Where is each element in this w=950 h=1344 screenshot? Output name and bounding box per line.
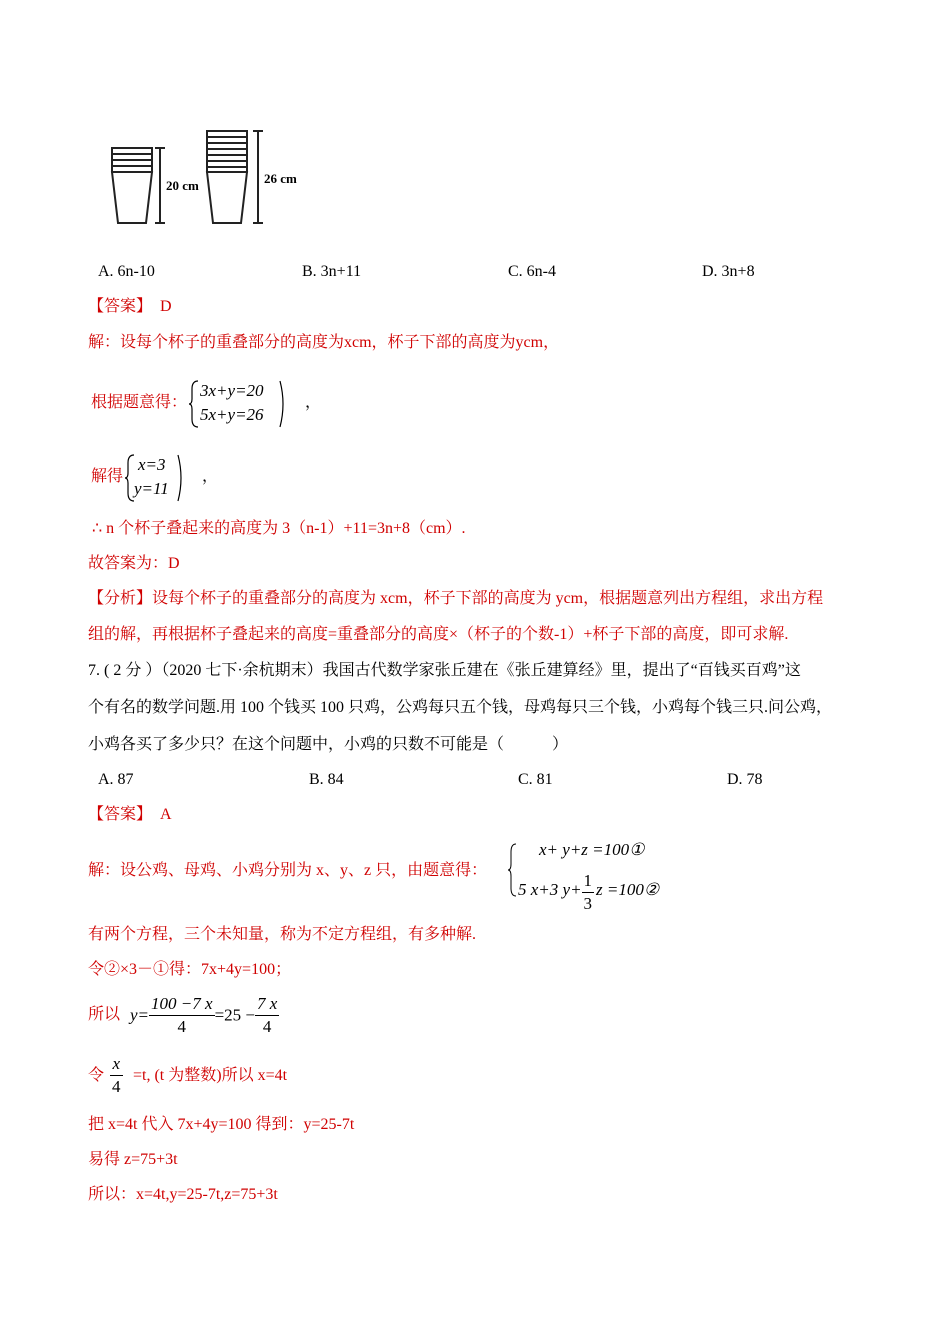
- right-paren-icon: [278, 379, 290, 429]
- figure-label-left: 20 cm: [166, 178, 199, 193]
- q7-system-eq2: [518, 870, 659, 915]
- q6-system2-eq1: x=3: [138, 455, 166, 474]
- q6-analysis-text1: 设每个杯子的重叠部分的高度为 xcm，杯子下部的高度为 ycm，根据题意列出方程组，求出方程: [152, 590, 824, 607]
- q7-t-fraction-inner: [110, 1053, 123, 1098]
- q7-stem-line2: 个有名的数学问题.用 100 个钱买 100 只鸡，公鸡每只五个钱，母鸡每只三个钱，小鸡每个钱三只.问公鸡，: [88, 699, 833, 716]
- q6-system2-eq2: y=11: [134, 479, 169, 498]
- q7-option-b: B. 84: [309, 771, 344, 788]
- q7-indeterminate-line: 有两个方程，三个未知量，称为不定方程组，有多种解.: [88, 926, 477, 943]
- figure-label-right: 26 cm: [264, 171, 297, 186]
- q6-option-a: A. 6n-10: [98, 263, 155, 280]
- q7-operation-line: 令②×3－①得：7x+4y=100；: [88, 961, 292, 978]
- q7-t-fraction-den: 4: [112, 1077, 121, 1096]
- stacked-cups-figure: [100, 125, 310, 230]
- q7-eq2-part-a: 5 x+3 y+: [518, 880, 582, 899]
- q6-analysis-line2: 组的解，再根据杯子叠起来的高度=重叠部分的高度×（杯子的个数-1）+杯子下部的高度，即可求解.: [88, 626, 789, 643]
- q6-system1-eq2: 5x+y=26: [200, 405, 264, 424]
- q7-answer-label: 【答案】: [88, 806, 153, 823]
- q7-substitution-line: 把 x=4t 代入 7x+4y=100 得到：y=25-7t: [88, 1116, 355, 1133]
- q7-y-fraction1-den: 4: [149, 1015, 215, 1038]
- q7-y-fraction1: [149, 993, 215, 1038]
- q7-option-c: C. 81: [518, 771, 553, 788]
- q7-eq2-part-b: z =100②: [596, 880, 660, 899]
- q6-system1-eq1: 3x+y=20: [200, 381, 264, 400]
- q7-t-fraction-num: x: [112, 1054, 121, 1073]
- q6-system2-prefix: 解得: [91, 468, 124, 485]
- q6-solution-line1: 解：设每个杯子的重叠部分的高度为xcm，杯子下部的高度为ycm，: [88, 334, 560, 351]
- q7-eq2-fraction-num: 1: [583, 871, 593, 890]
- q7-answer: [88, 805, 172, 825]
- q7-t-fraction: [110, 1053, 123, 1098]
- q7-eq2-fraction-den: 3: [583, 894, 593, 913]
- q6-system1-prefix: 根据题意得：: [91, 394, 188, 411]
- q7-y-fraction2: [255, 993, 279, 1038]
- q7-let-label: 令: [88, 1067, 105, 1084]
- q7-y-expression: [130, 993, 279, 1038]
- q6-option-c: C. 6n-4: [508, 263, 556, 280]
- right-paren-icon: [176, 453, 188, 503]
- q6-option-d: D. 3n+8: [702, 263, 755, 280]
- q6-final-answer: 故答案为：D: [88, 555, 180, 572]
- left-brace-icon: [188, 379, 200, 429]
- q7-answer-value: A: [160, 806, 172, 823]
- q6-system1-suffix: ，: [305, 394, 322, 411]
- q7-solution-line1: 解：设公鸡、母鸡、小鸡分别为 x、y、z 只，由题意得：: [88, 862, 488, 879]
- q7-y-mid: =25 −: [214, 1005, 255, 1025]
- q7-so-label: 所以: [88, 1006, 121, 1023]
- q7-system-eq1: x+ y+z =100①: [539, 840, 645, 859]
- q7-y-lhs: y=: [130, 1005, 150, 1025]
- q7-option-d: D. 78: [727, 771, 763, 788]
- q6-answer-value: D: [160, 298, 172, 315]
- q7-y-fraction2-den: 4: [255, 1015, 279, 1038]
- q6-system2-suffix: ，: [202, 468, 219, 485]
- q6-option-b: B. 3n+11: [302, 263, 362, 280]
- q7-z-line: 易得 z=75+3t: [88, 1151, 178, 1168]
- q7-eq2-fraction: [582, 870, 595, 915]
- q6-answer-label: 【答案】: [88, 298, 153, 315]
- q7-stem-line1: 7. ( 2 分 ）（2020 七下·余杭期末）我国古代数学家张丘建在《张丘建算经》里，提出了“百钱买百鸡”这: [88, 662, 801, 679]
- q7-y-fraction1-num: 100 −7 x: [151, 994, 213, 1013]
- q7-t-rest: =t, (t 为整数)所以 x=4t: [133, 1067, 288, 1084]
- q6-answer: [88, 297, 172, 317]
- left-brace-icon: [508, 842, 518, 898]
- q6-analysis-label: 【分析】: [88, 590, 153, 607]
- q7-y-fraction2-num: 7 x: [257, 994, 278, 1013]
- q6-conclusion: ∴ n 个杯子叠起来的高度为 3（n-1）+11=3n+8（cm）.: [92, 520, 466, 537]
- q6-analysis-line1: [88, 589, 823, 609]
- q7-stem-line3: 小鸡各买了多少只？在这个问题中，小鸡的只数不可能是（ ）: [88, 736, 569, 753]
- q7-result-line: 所以：x=4t,y=25-7t,z=75+3t: [88, 1186, 278, 1203]
- q7-option-a: A. 87: [98, 771, 134, 788]
